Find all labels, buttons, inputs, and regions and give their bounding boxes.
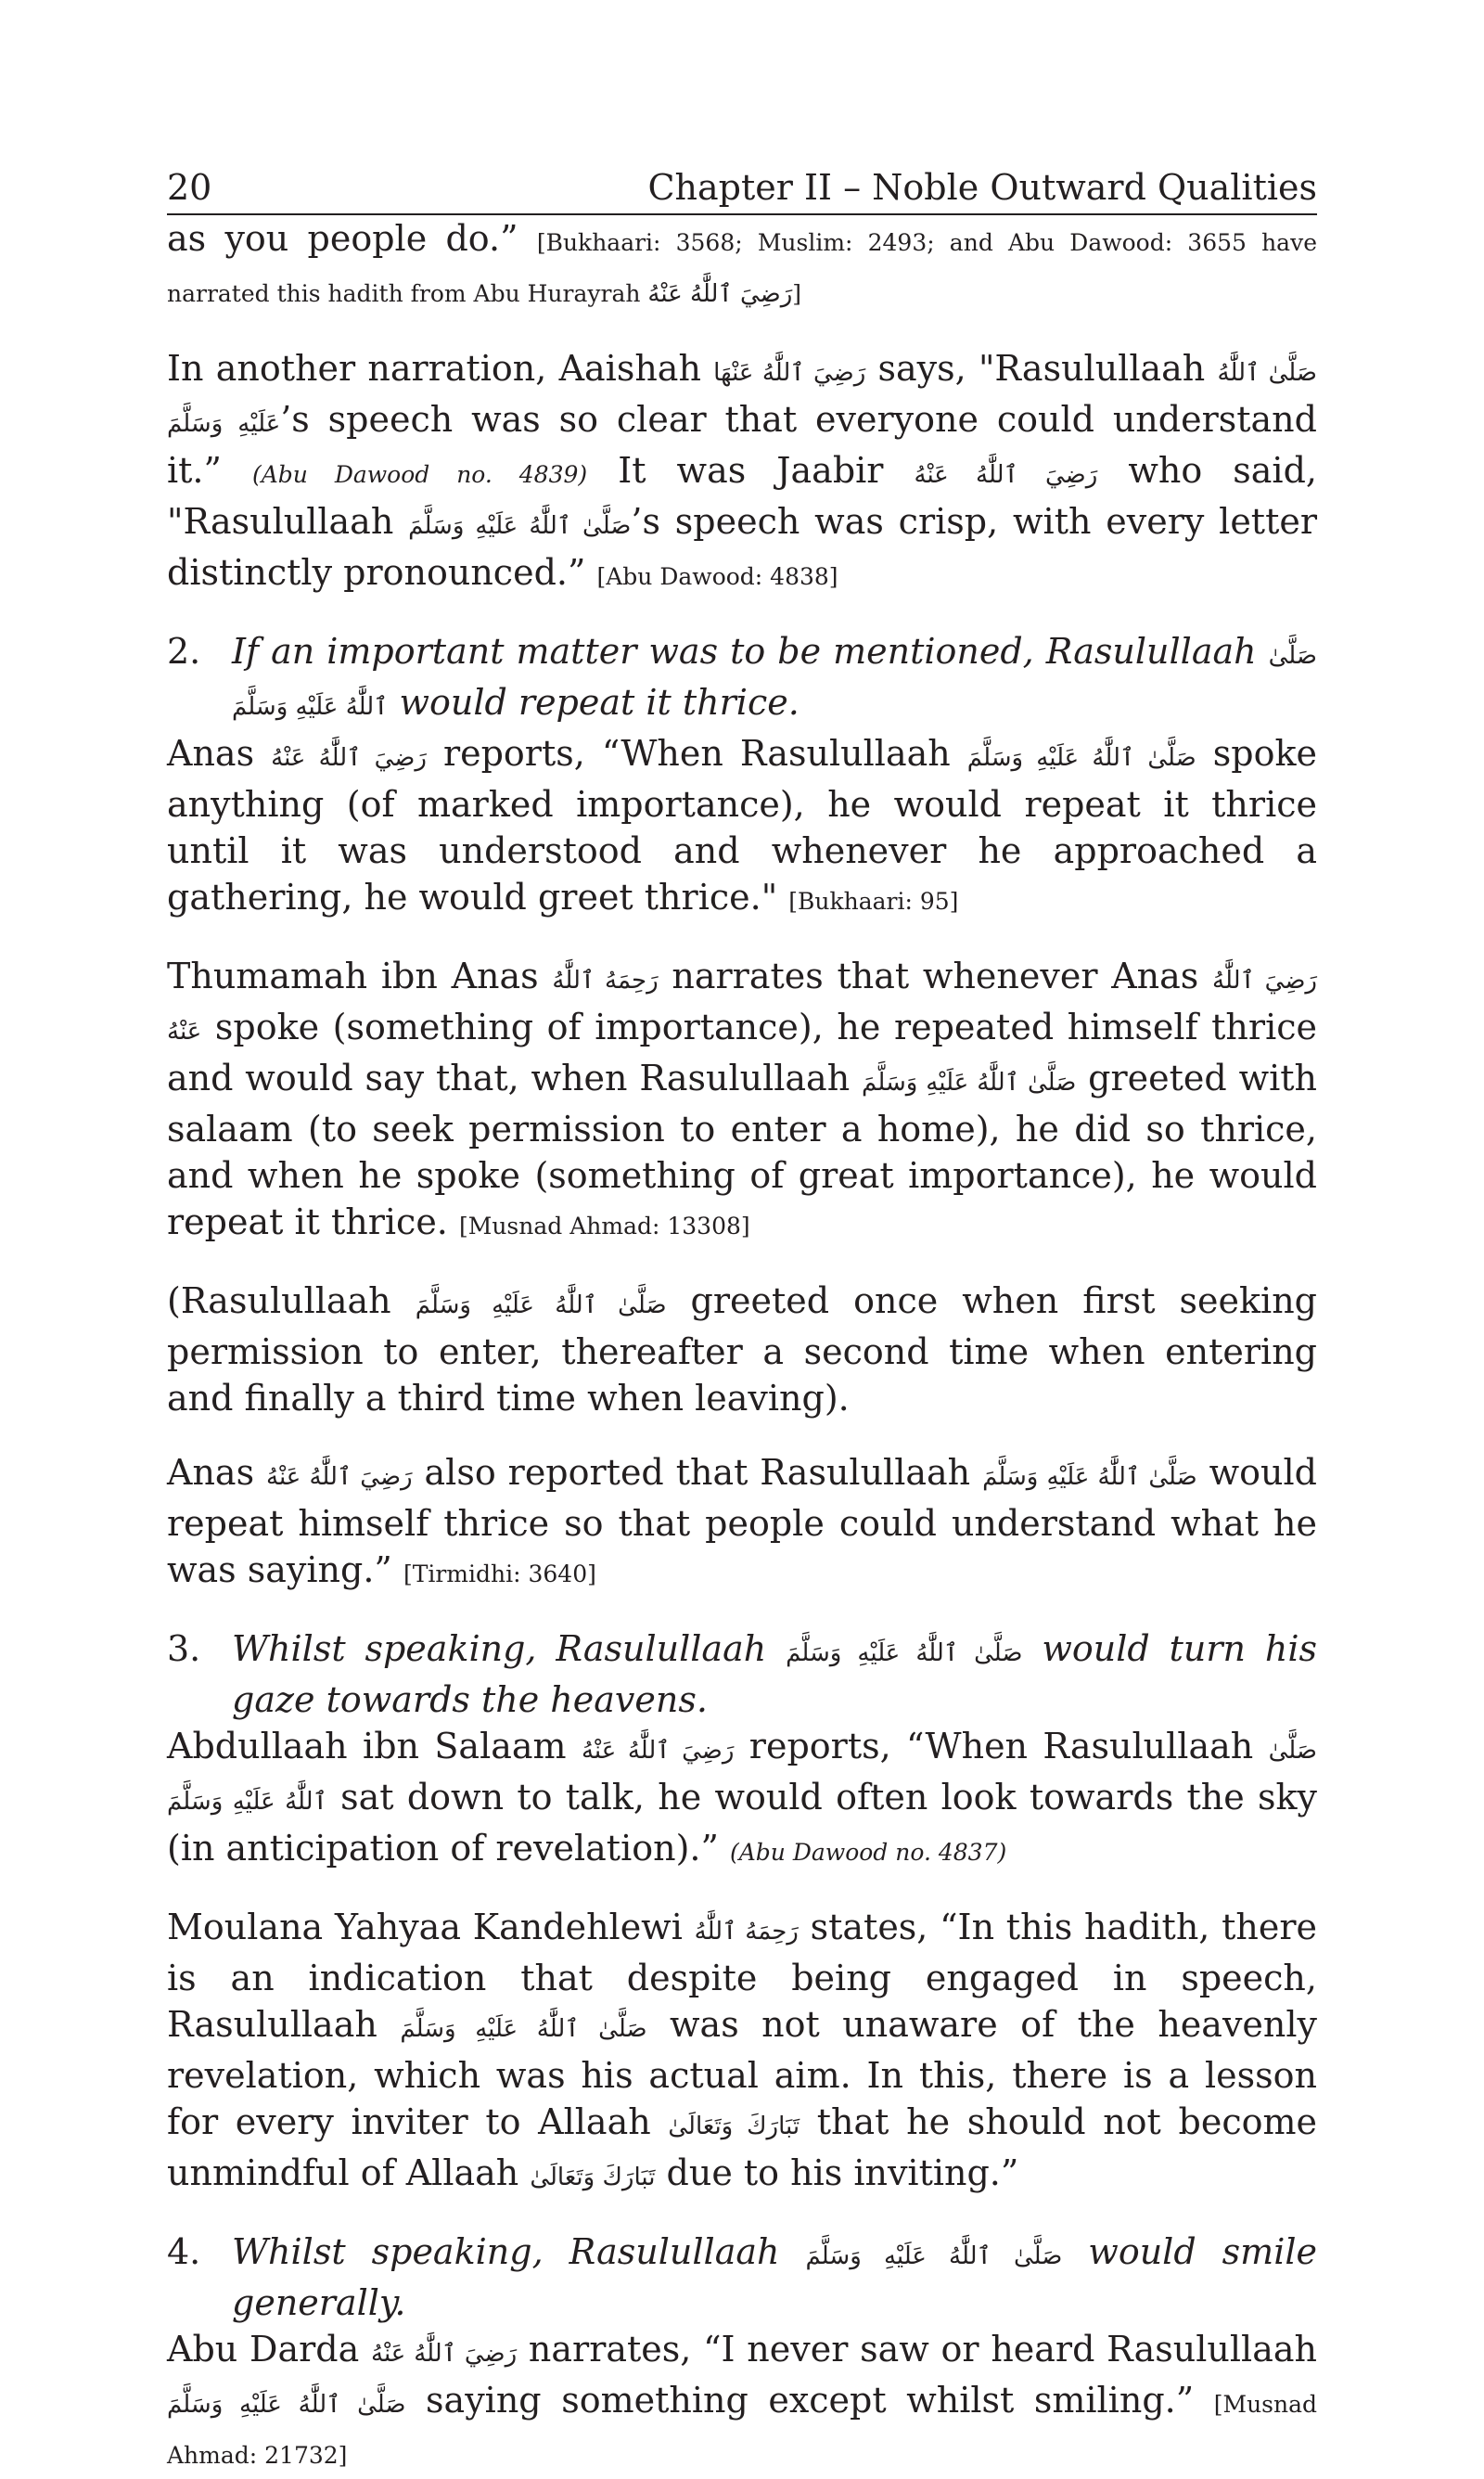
chapter-title: Chapter II – Noble Outward Qualities [647,167,1317,208]
paragraph-thumamah: Thumamah ibn Anas رَحِمَهُ ٱللَّٰهُ narrates that whenever Anas رَضِيَ ٱللَّٰهُ عَنْهُ spoke (something of importance), he repeated himself thrice and would say that, when Rasulullaah صَلَّىٰ ٱللَّٰهُ عَلَيْهِ وَسَلَّمَ greeted with salaam (to seek permission to enter a home), he did so thrice, and when he spoke (something of great importance), he would repeat it thrice. [Musnad Ahmad: 13308] [167,956,1318,1242]
honorific-ra: رَضِيَ ٱللَّٰهُ عَنْهُ [914,461,1098,489]
honorific-saw: صَلَّىٰ ٱللَّٰهُ عَلَيْهِ وَسَلَّمَ [408,512,632,540]
page-header [167,167,1317,215]
page-number: 20 [167,167,212,208]
paragraph-greeting-note: (Rasulullaah صَلَّىٰ ٱللَّٰهُ عَلَيْهِ وَسَلَّمَ greeted once when first seeking permission to enter, thereafter a second time when entering and finally a third time when leaving). [167,1280,1317,1419]
honorific-ra: رَضِيَ ٱللَّٰهُ عَنْهُ [167,967,1317,1046]
citation: (Abu Dawood no. 4839) [251,461,588,488]
honorific-tabaarak: تَبَارَكَ وَتَعَالَىٰ [668,2113,800,2140]
honorific-saw: صَلَّىٰ ٱللَّٰهُ عَلَيْهِ وَسَلَّمَ [167,359,1317,438]
paragraph-anas-repeat: Anas رَضِيَ ٱللَّٰهُ عَنْهُ also reported that Rasulullaah صَلَّىٰ ٱللَّٰهُ عَلَيْهِ وَسَلَّمَ would repeat himself thrice so that people could understand what he was saying.” [Tirmidhi: 3640] [167,1452,1317,1590]
honorific-ra: رَضِيَ ٱللَّٰهُ عَنْهُ [371,2340,518,2368]
citation: (Abu Dawood no. 4837) [729,1839,1007,1866]
citation: [Bukhaari: 95] [788,888,959,915]
honorific-ra: رَضِيَ ٱللَّٰهُ عَنْهُ [271,744,427,772]
section-number: 2. [167,631,201,672]
paragraph-abu-darda: Abu Darda رَضِيَ ٱللَّٰهُ عَنْهُ narrates, “I never saw or heard Rasulullaah صَلَّىٰ ٱللَّٰهُ عَلَيْهِ وَسَلَّمَ saying something except whilst smiling.” [Musnad Ahmad: 21732] [167,2329,1318,2469]
page [167,167,1317,2479]
section-number: 3. [167,1628,201,1669]
honorific-saw: صَلَّىٰ ٱللَّٰهُ عَلَيْهِ وَسَلَّمَ [805,2242,1063,2270]
section-heading-2: 2. If an important matter was to be mentioned, Rasulullaah صَلَّىٰ ٱللَّٰهُ عَلَيْهِ وَسَلَّمَ would repeat it thrice. [167,628,1317,730]
citation: [Musnad Ahmad: 13308] [458,1213,750,1240]
section-number: 4. [167,2231,201,2272]
honorific-ra: رَضِيَ ٱللَّٰهُ عَنْهُ [266,1463,413,1491]
section-heading-3: 3. Whilst speaking, Rasulullaah صَلَّىٰ ٱللَّٰهُ عَلَيْهِ وَسَلَّمَ would turn his gaze towards the heavens. [167,1625,1317,1723]
honorific-ra: رَضِيَ ٱللَّٰهُ عَنْهُ [581,1737,735,1765]
honorific-saw: صَلَّىٰ ٱللَّٰهُ عَلَيْهِ وَسَلَّمَ [167,1737,1317,1816]
honorific-saw: صَلَّىٰ ٱللَّٰهُ عَلَيْهِ وَسَلَّمَ [862,1069,1077,1097]
honorific-saw: صَلَّىٰ ٱللَّٰهُ عَلَيْهِ وَسَلَّمَ [167,2391,406,2419]
citation: [Musnad Ahmad: 21732] [167,2391,1318,2469]
citation: [Bukhaari: 3568; Muslim: 2493; and Abu Dawood: 3655 have narrated this hadith from Abu Hurayrah [167,229,1317,307]
honorific-saw: صَلَّىٰ ٱللَّٰهُ عَلَيْهِ وَسَلَّمَ [400,2015,647,2043]
paragraph-bukhaari-ref: as you people do.” [Bukhaari: 3568; Muslim: 2493; and Abu Dawood: 3655 have narrated this hadith from Abu Hurayrah رَضِيَ ٱللَّٰهُ عَنْهُ] [167,218,1317,308]
honorific-saw: صَلَّىٰ ٱللَّٰهُ عَلَيْهِ وَسَلَّمَ [786,1639,1023,1667]
honorific-ra: رَضِيَ ٱللَّٰهُ عَنْهُ [647,280,793,308]
paragraph-aaishah-narration: In another narration, Aaishah رَضِيَ ٱللَّٰهُ عَنْهَا says, "Rasulullaah صَلَّىٰ ٱللَّٰهُ عَلَيْهِ وَسَلَّمَ’s speech was so clear that everyone could understand it.” (Abu Dawood no. 4839) It was Jaabir رَضِيَ ٱللَّٰهُ عَنْهُ who said, "Rasulullaah صَلَّىٰ ٱللَّٰهُ عَلَيْهِ وَسَلَّمَ’s speech was crisp, with every letter distinctly pronounced.” [Abu Dawood: 4838] [167,348,1318,593]
honorific-rah: رَحِمَهُ ٱللَّٰهُ [552,967,659,995]
honorific-saw: صَلَّىٰ ٱللَّٰهُ عَلَيْهِ وَسَلَّمَ [415,1291,667,1319]
honorific-ra: رَضِيَ ٱللَّٰهُ عَنْهَا [713,359,866,387]
honorific-rah: رَحِمَهُ ٱللَّٰهُ [694,1918,799,1946]
paragraph-anas-report: Anas رَضِيَ ٱللَّٰهُ عَنْهُ reports, “When Rasulullaah صَلَّىٰ ٱللَّٰهُ عَلَيْهِ وَسَلَّمَ spoke anything (of marked importance), he would repeat it thrice until it was understood and whenever he approached a gathering, he would greet thrice." [Bukhaari: 95] [167,733,1317,918]
honorific-saw: صَلَّىٰ ٱللَّٰهُ عَلَيْهِ وَسَلَّمَ [232,642,1317,721]
section-heading-4: 4. Whilst speaking, Rasulullaah صَلَّىٰ ٱللَّٰهُ عَلَيْهِ وَسَلَّمَ would smile generally. [167,2229,1317,2326]
honorific-tabaarak: تَبَارَكَ وَتَعَالَىٰ [530,2164,656,2191]
citation: [Abu Dawood: 4838] [596,563,838,590]
citation: [Tirmidhi: 3640] [403,1561,596,1587]
paragraph-abdullaah-report: Abdullaah ibn Salaam رَضِيَ ٱللَّٰهُ عَنْهُ reports, “When Rasulullaah صَلَّىٰ ٱللَّٰهُ عَلَيْهِ وَسَلَّمَ sat down to talk, he would often look towards the sky (in anticipation of revelation).” (Abu Dawood no. 4837) [167,1726,1318,1869]
paragraph-kandehlewi: Moulana Yahyaa Kandehlewi رَحِمَهُ ٱللَّٰهُ states, “In this hadith, there is an indication that despite being engaged in speech, Rasulullaah صَلَّىٰ ٱللَّٰهُ عَلَيْهِ وَسَلَّمَ was not unaware of the heavenly revelation, which was his actual aim. In this, there is a lesson for every inviter to Allaah تَبَارَكَ وَتَعَالَىٰ that he should not become unmindful of Allaah تَبَارَكَ وَتَعَالَىٰ due to his inviting.” [167,1907,1318,2193]
honorific-saw: صَلَّىٰ ٱللَّٰهُ عَلَيْهِ وَسَلَّمَ [966,744,1196,772]
honorific-saw: صَلَّىٰ ٱللَّٰهُ عَلَيْهِ وَسَلَّمَ [982,1463,1197,1491]
